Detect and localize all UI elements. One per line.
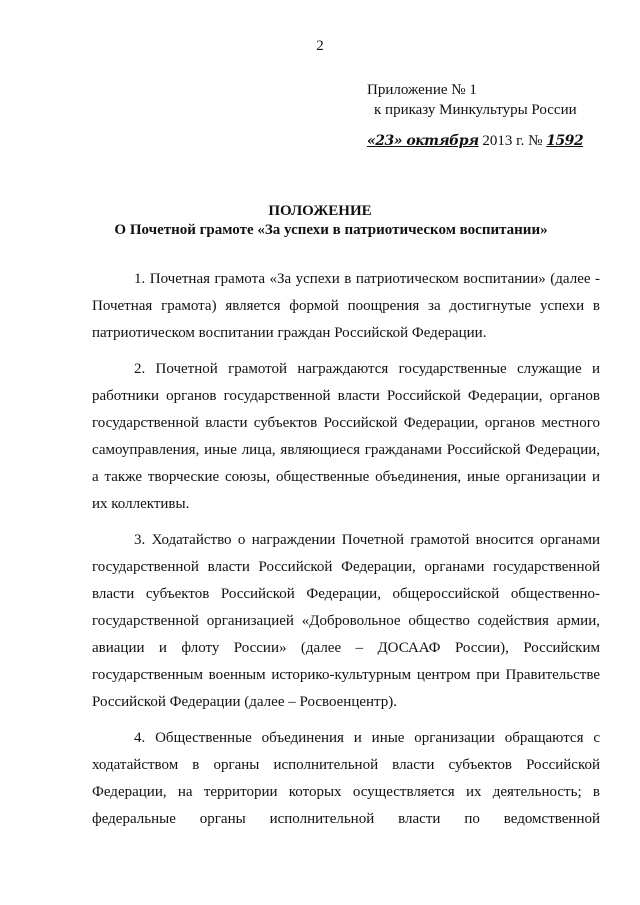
- paragraph-4: 4. Общественные объединения и иные организации обращаются с ходатайством в органы исполнительной власти субъектов Российской Федерации, на территории которых осуществляется их деятельность; в федеральные органы исполнительной власти по ведомственной: [92, 730, 600, 827]
- page-number: 2: [316, 38, 324, 54]
- paragraph-3: 3. Ходатайство о награждении Почетной грамотой вносится органами государственной власти Российской Федерации, органами государственной власти субъектов Российской Федерации, общероссийской общественно-государственной организацией «Добровольное общество содействия армии, авиации и флоту России» (далее – ДОСААФ России), Российским государственным военным историко-культурным центром при Правительстве Российской Федерации (далее – Росвоенцентр).: [92, 532, 600, 710]
- paragraph-1: 1. Почетная грамота «За успехи в патриотическом воспитании» (далее - Почетная грамота) является формой поощрения за достигнутые успехи в патриотическом воспитании граждан Российской Федерации.: [92, 271, 600, 341]
- document-body: [92, 266, 600, 842]
- order-year-label: 2013 г. №: [482, 133, 543, 149]
- appendix-title: Приложение № 1: [367, 82, 477, 98]
- title-subheading: О Почетной грамоте «За успехи в патриотическом воспитании»: [114, 222, 548, 238]
- appendix-order-reference: к приказу Минкультуры России: [374, 102, 577, 118]
- title-heading: ПОЛОЖЕНИЕ: [268, 203, 372, 219]
- document-title: [0, 202, 640, 240]
- order-date-line: [367, 131, 583, 151]
- paragraph-2: 2. Почетной грамотой награждаются государственные служащие и работники органов государственной власти Российской Федерации, органов государственной власти субъектов Российской Федерации, органов местного самоуправления, иные лица, являющиеся гражданами Российской Федерации, а также творческие союзы, общественные объединения, иные организации и их коллективы.: [92, 361, 600, 512]
- appendix-block: [367, 80, 577, 120]
- handwritten-date: «23» октября: [367, 133, 479, 149]
- handwritten-order-number: 1592: [546, 133, 584, 149]
